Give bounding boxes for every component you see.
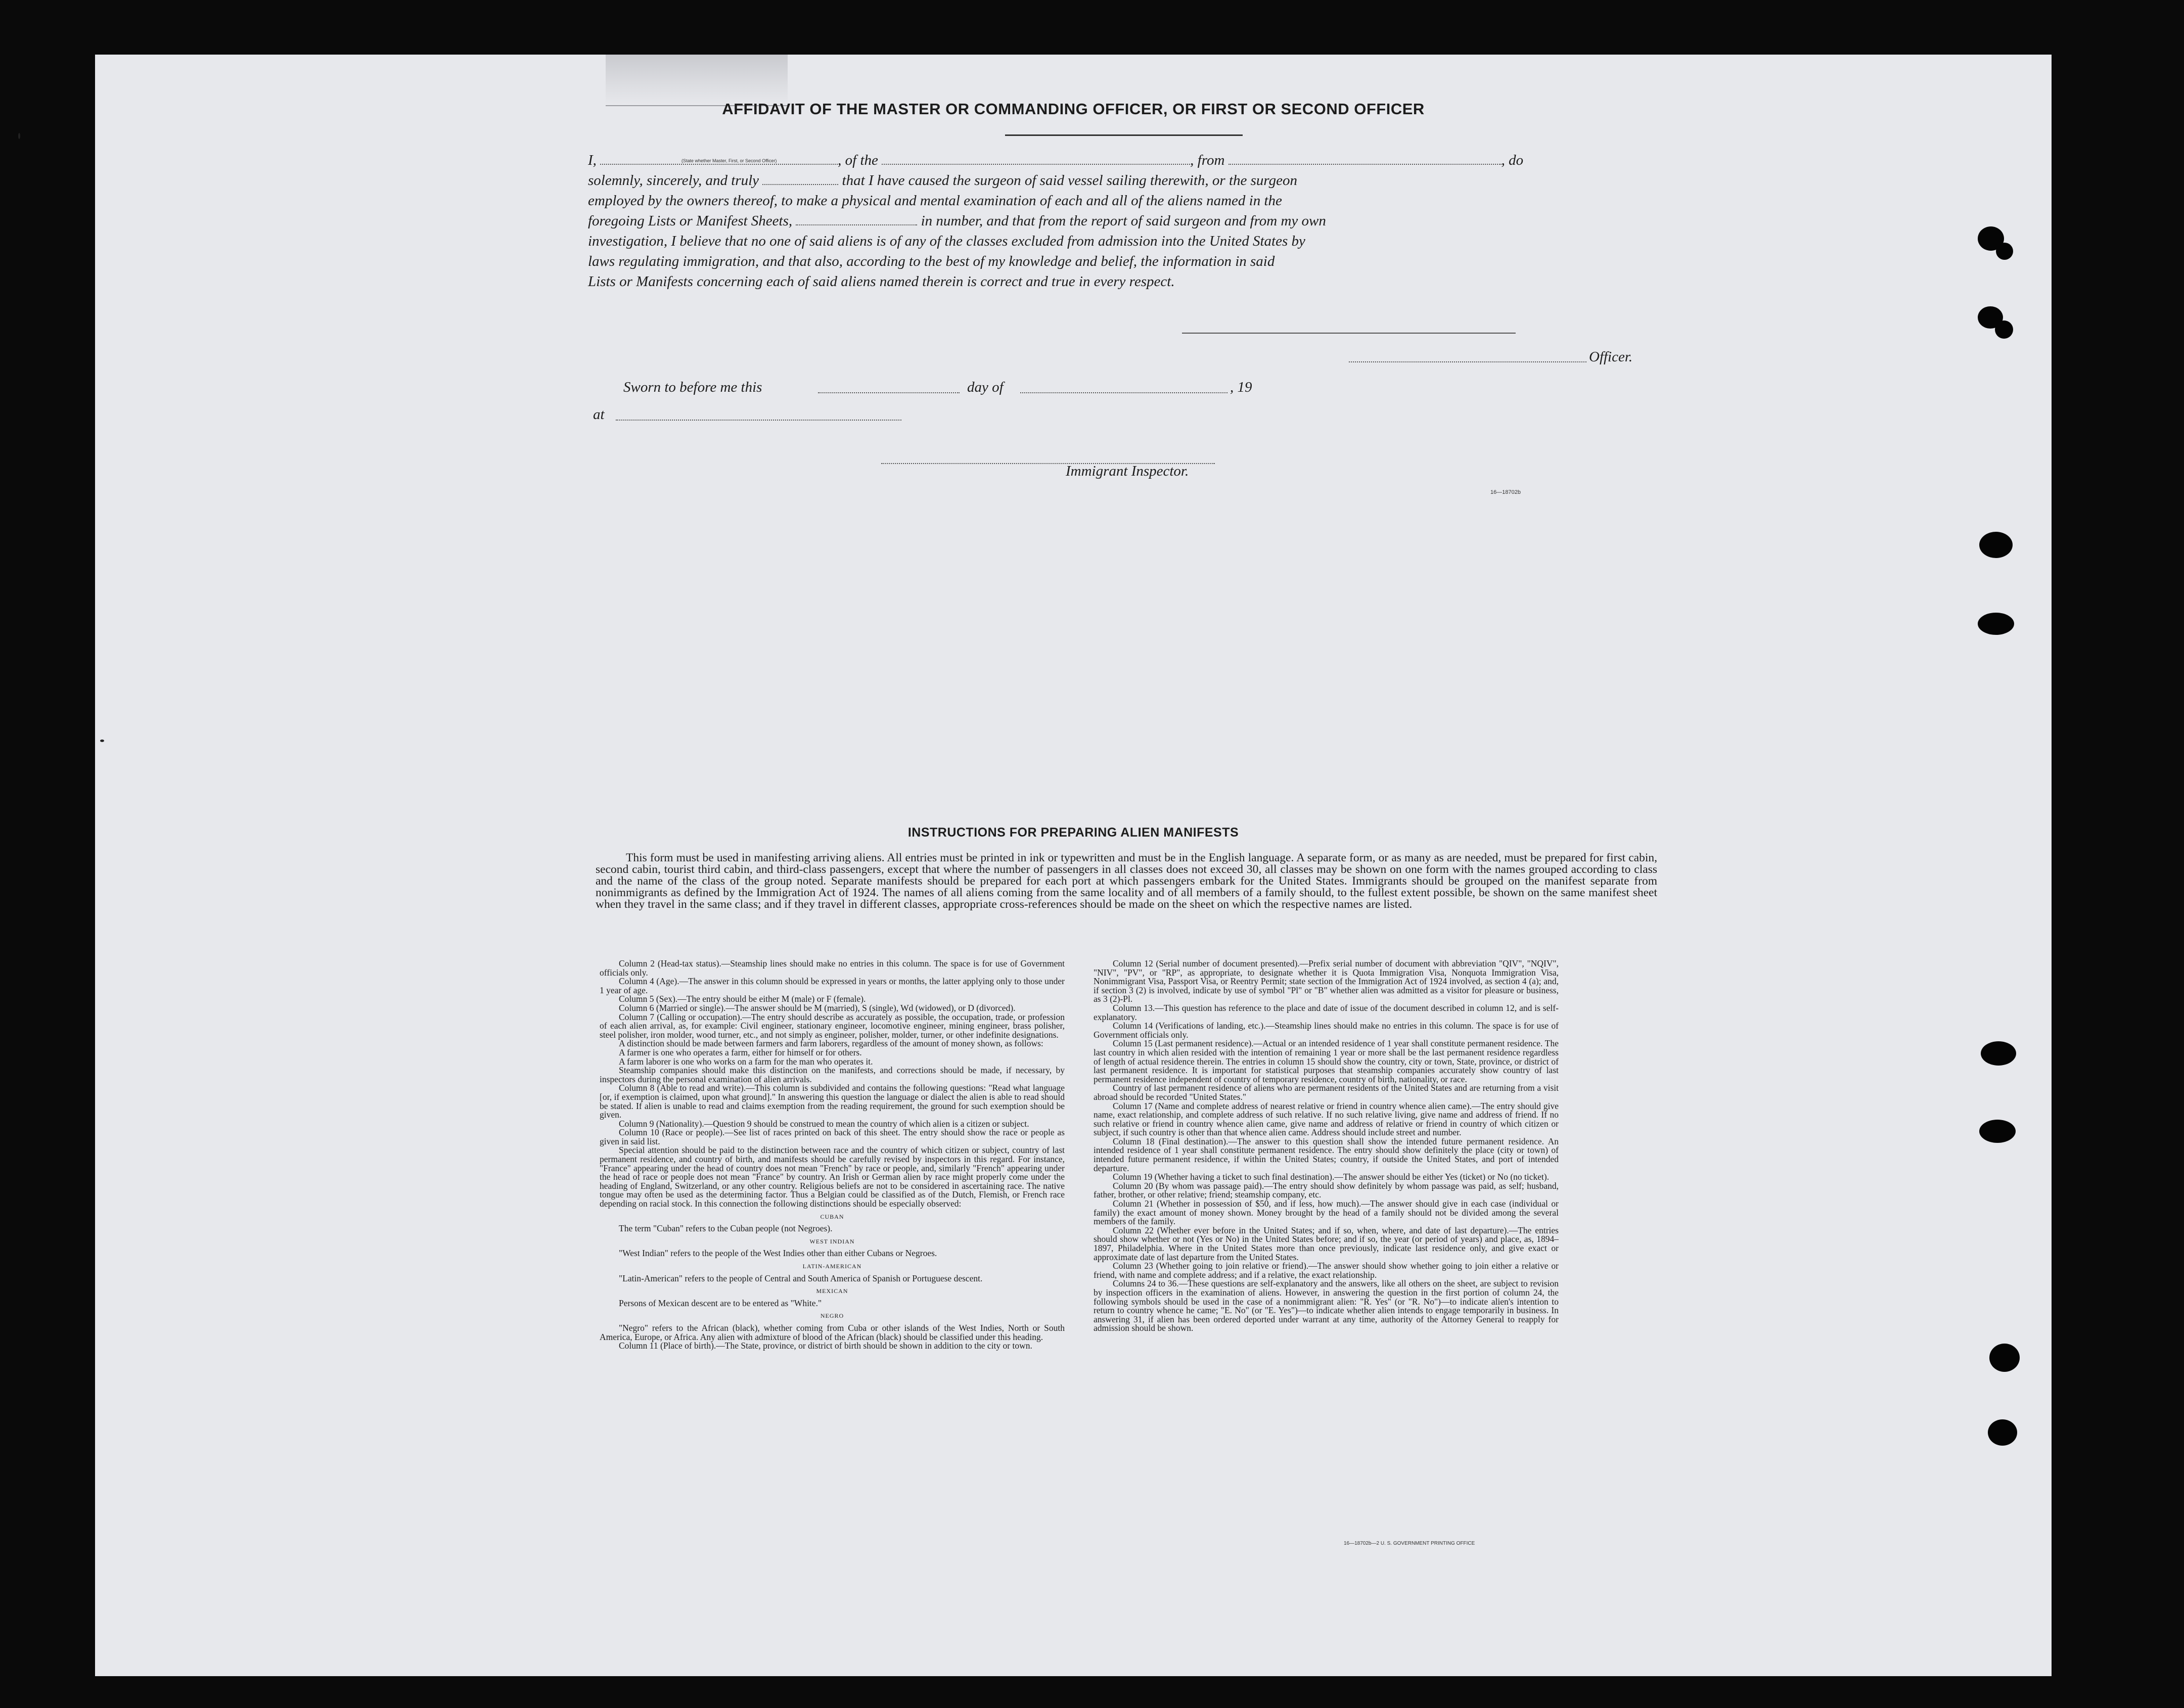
instruction-paragraph: A farmer is one who operates a farm, either for himself or for others. bbox=[619, 1047, 862, 1057]
instruction-paragraph: Column 20 (By whom was passage paid).—The entry should show definitely by whom passage was paid, as self; husband, father, brother, or other relative; friend; steamship company, etc. bbox=[1094, 1180, 1559, 1200]
year-label: , 19 bbox=[1230, 379, 1252, 395]
affidavit-line-6: laws regulating immigration, and that also, according to the best of my knowledge and belief, the information in said bbox=[588, 253, 1275, 269]
affidavit-line-4: foregoing Lists or Manifest Sheets, in number, and that from the report of said surgeon and from my own bbox=[588, 213, 1326, 229]
instruction-paragraph: Column 4 (Age).—The answer in this column should be expressed in years or months, the latter applying only to those under 1 year of age. bbox=[600, 976, 1065, 995]
instructions-left-column bbox=[600, 959, 1065, 1351]
torn-paper-edge bbox=[606, 55, 788, 106]
instruction-paragraph: The term "Cuban" refers to the Cuban people (not Negroes). bbox=[619, 1223, 833, 1234]
inspector-label: Immigrant Inspector. bbox=[1066, 463, 1189, 479]
printing-office-footer: 16—18702b—2 U. S. GOVERNMENT PRINTING OFFICE bbox=[1344, 1541, 1475, 1546]
instruction-paragraph: Column 23 (Whether going to join relative or friend).—The answer should show whether going to join either a relative or friend, with name and complete address; and if a relative, the exact relationship. bbox=[1094, 1261, 1559, 1280]
signature-line[interactable] bbox=[1182, 333, 1516, 334]
section-heading: WEST INDIAN bbox=[809, 1237, 855, 1245]
form-number: 16—18702b bbox=[1490, 489, 1521, 495]
sworn-label: Sworn to before me this bbox=[623, 379, 762, 395]
affidavit-line-5: investigation, I believe that no one of said aliens is of any of the classes excluded from admission into the United States by bbox=[588, 233, 1305, 249]
at-label: at bbox=[593, 406, 605, 423]
sworn-day-blank[interactable] bbox=[818, 392, 960, 393]
section-heading: LATIN-AMERICAN bbox=[802, 1263, 862, 1270]
instruction-paragraph: Column 12 (Serial number of document presented).—Prefix serial number of document with abbreviation "QIV", "NQIV", "NIV", "PV", or "RP", as appropriate, to designate whether it is Quota Immigration Visa, Nonquota Immigration Visa, Nonimmigrant Visa, Passport Visa, or Reentry Permit; state section of the Immigration Act of 1924 involved, as section 4 (a); and, if section 3 (2) is involved, indicate by use of symbol "Pl" or "B" whether alien was admitted as a visitor for pleasure or business, as 3 (2)-Pl. bbox=[1094, 958, 1559, 1004]
instruction-paragraph: Persons of Mexican descent are to be entered as "White." bbox=[619, 1298, 822, 1308]
oath-blank[interactable] bbox=[762, 173, 838, 185]
vessel-blank[interactable] bbox=[882, 153, 1190, 165]
instruction-paragraph: Column 22 (Whether ever before in the United States; and if so, when, where, and date of last departure).—The entries should show whether or not (Yes or No) in the United States before; and if so, the year (or period of years) and place, as, 1894–1897, Philadelphia. Where in the United States more than once previously, indicate last residence only, and give exact or approximate date of last departure from the United States. bbox=[1094, 1225, 1559, 1262]
affidavit-line-7: Lists or Manifests concerning each of said aliens named therein is correct and true in every respect. bbox=[588, 273, 1175, 290]
instruction-paragraph: Column 17 (Name and complete address of nearest relative or friend in country whence alien came).—The entry should give name, exact relationship, and complete address of such relative. If no such relative living, give name and address of friend. If no such relative or friend in country whence alien came, give name and address of relative or friend in country of which citizen or subject, if such country is other than that whence alien came. Address should include street and number. bbox=[1094, 1100, 1559, 1138]
sheets-count-blank[interactable] bbox=[796, 213, 917, 225]
at-place-blank[interactable] bbox=[616, 420, 901, 421]
section-heading: MEXICAN bbox=[816, 1287, 848, 1295]
affidavit-line-2: solemnly, sincerely, and truly that I have caused the surgeon of said vessel sailing therewith, or the surgeon bbox=[588, 172, 1298, 189]
instruction-paragraph: Columns 24 to 36.—These questions are self-explanatory and the answers, like all others on the sheet, are subject to revision by inspection officers in the examination of aliens. However, in answering the question in the first portion of column 24, the following symbols should be used in the case of a nonimmigrant alien: "R. Yes" (or "R. No")—to indicate alien's intention to return to country whence he came; "E. No" (or "E. Yes")—to indicate whether alien intends to engage temporarily in business. In answering 31, if alien has been ordered deported under warrant at any time, authority of the Attorney General to reapply for admission should be shown. bbox=[1094, 1278, 1559, 1333]
instruction-paragraph: "Negro" refers to the African (black), whether coming from Cuba or other islands of the West Indies, North or South America, Europe, or Africa. Any alien with admixture of blood of the African (black) should be classified under this heading. bbox=[600, 1322, 1065, 1342]
affidavit-line-3: employed by the owners thereof, to make a physical and mental examination of each and all of the aliens named in the bbox=[588, 193, 1282, 209]
instruction-paragraph: Column 15 (Last permanent residence).—Actual or an intended residence of 1 year shall constitute permanent residence. The last country in which alien resided with the intention of remaining 1 year or more shall be the last permanent residence regardless of length of actual residence therein. The entries in column 15 should show the country, city or town, State, province, or district of last permanent residence. It is important for statistical purposes that steamship companies accurately show country of last permanent residence independent of country of temporary residence, country of birth, nationality, or race. bbox=[1094, 1038, 1559, 1084]
instruction-paragraph: Country of last permanent residence of aliens who are permanent residents of the United States and are returning from a visit abroad should be recorded "United States." bbox=[1094, 1083, 1559, 1102]
instruction-paragraph: Column 11 (Place of birth).—The State, province, or district of birth should be shown in addition to the city or town. bbox=[619, 1341, 1032, 1351]
instruction-paragraph: A distinction should be made between farmers and farm laborers, regardless of the amount of money shown, as follows: bbox=[619, 1038, 1043, 1049]
instruction-paragraph: Column 5 (Sex).—The entry should be either M (male) or F (female). bbox=[619, 994, 866, 1004]
binder-hole bbox=[1979, 1120, 2016, 1143]
binder-hole bbox=[1978, 613, 2014, 635]
instruction-paragraph: Column 9 (Nationality).—Question 9 should be construed to mean the country of which alien is a citizen or subject. bbox=[619, 1118, 1029, 1129]
instruction-paragraph: Special attention should be paid to the distinction between race and the country of which citizen or subject, country of last permanent residence, and country of birth, and manifests should be carefully revised by inspectors in this regard. For instance, "France" appearing under the head of country does not mean "French" by race or people, and, similarly "French" appearing under the head of race or people does not mean "France" by country. An Irish or German alien by race might properly come under the heading of England, Switzerland, or any other country. Religious beliefs are not to be considered in ascertaining race. The native tongue may often be used as the determining factor. Thus a Belgian could be classified as of the Dutch, Flemish, or French race depending on racial stock. In this connection the following distinctions should be especially observed: bbox=[600, 1145, 1065, 1209]
day-of-label: day of bbox=[967, 379, 1004, 395]
manifest-page bbox=[95, 55, 2052, 1676]
affidavit-title: AFFIDAVIT OF THE MASTER OR COMMANDING OFFICER, OR FIRST OR SECOND OFFICER bbox=[722, 100, 1425, 118]
instruction-paragraph: Column 7 (Calling or occupation).—The entry should describe as accurately as possible, the occupation, trade, or profession of each alien arrival, as, for example: Civil engineer, stationary engineer, locomotive engineer, mining engineer, brass polisher, steel polisher, iron molder, wood turner, etc., and not simply as engineer, polisher, molder, turner, or other indefinite designations. bbox=[600, 1011, 1065, 1040]
instruction-paragraph: Steamship companies should make this distinction on the manifests, and corrections should be made, if necessary, by inspectors during the personal examination of alien arrivals. bbox=[600, 1065, 1065, 1084]
binder-hole bbox=[1979, 532, 2013, 558]
instruction-paragraph: A farm laborer is one who works on a farm for the man who operates it. bbox=[619, 1056, 873, 1067]
instruction-paragraph: Column 2 (Head-tax status).—Steamship lines should make no entries in this column. The space is for use of Government officials only. bbox=[600, 958, 1065, 978]
sworn-month-blank[interactable] bbox=[1020, 392, 1227, 393]
state-note: (State whether Master, First, or Second Officer) bbox=[681, 158, 777, 163]
binder-hole bbox=[1995, 320, 2013, 339]
instruction-paragraph: Column 19 (Whether having a ticket to such final destination).—The answer should be either Yes (ticket) or No (no ticket). bbox=[1113, 1172, 1550, 1182]
scan-speck bbox=[18, 133, 20, 139]
instruction-paragraph: Column 14 (Verifications of landing, etc.).—Steamship lines should make no entries in this column. The space is for use of Government officials only. bbox=[1094, 1021, 1559, 1040]
instruction-paragraph: Column 10 (Race or people).—See list of races printed on back of this sheet. The entry should show the race or people as given in said list. bbox=[600, 1127, 1065, 1146]
instruction-paragraph: "Latin-American" refers to the people of Central and South America of Spanish or Portuguese descent. bbox=[619, 1273, 983, 1283]
binder-hole bbox=[1996, 243, 2013, 260]
binder-hole bbox=[1989, 1344, 2020, 1372]
section-heading: CUBAN bbox=[820, 1213, 844, 1220]
instructions-intro: This form must be used in manifesting arriving aliens. All entries must be printed in ink or typewritten and must be in the English language. A separate form, or as many as are needed, must be prepared for first cabin, second cabin, tourist third cabin, and third-class passengers, except that where the number of passengers in all classes does not exceed 30, all classes may be shown on one form with the names grouped according to class and the name of the class of the group noted. Separate manifests should be prepared for each port at which passengers embark for the United States. Immigrants should be grouped on the manifest separate from nonimmigrants as defined by the Immigration Act of 1924. The names of all aliens coming from the same locality and of all members of a family should, to the fullest extent possible, be shown on the same manifest sheet when they travel in the same class; and if they travel in different classes, appropriate cross-references should be made on the sheet on which the respective names are listed. bbox=[596, 851, 1657, 911]
port-blank[interactable] bbox=[1228, 153, 1502, 165]
title-rule bbox=[1005, 134, 1243, 136]
instructions-title: INSTRUCTIONS FOR PREPARING ALIEN MANIFESTS bbox=[907, 825, 1239, 840]
officer-label: Officer. bbox=[1589, 349, 1633, 365]
instruction-paragraph: Column 8 (Able to read and write).—This column is subdivided and contains the following questions: "Read what language [or, if exemption is claimed, upon what ground]." In answering this question the language or dialect the alien is able to read should be stated. If alien is unable to read and claims exemption from the reading requirement, the ground for such exemption should be given. bbox=[600, 1083, 1065, 1120]
instruction-paragraph: Column 6 (Married or single).—The answer should be M (married), S (single), Wd (widowed), or D (divorced). bbox=[619, 1002, 1016, 1013]
binder-hole bbox=[1981, 1041, 2016, 1066]
instruction-paragraph: Column 21 (Whether in possession of $50, and if less, how much).—The answer should give in each case (individual or family) the exact amount of money shown. Money brought by the head of a family should not be divided among the several members of the family. bbox=[1094, 1198, 1559, 1227]
section-heading: NEGRO bbox=[820, 1312, 844, 1320]
instruction-paragraph: "West Indian" refers to the people of the West Indies other than either Cubans or Negroes. bbox=[619, 1248, 937, 1259]
instruction-paragraph: Column 13.—This question has reference to the place and date of issue of the document described in column 12, and is self-explanatory. bbox=[1094, 1002, 1559, 1022]
officer-title-blank[interactable] bbox=[1349, 361, 1586, 362]
binder-hole bbox=[1988, 1419, 2017, 1446]
instruction-paragraph: Column 18 (Final destination).—The answer to this question shall show the intended future permanent residence. An intended residence of 1 year shall constitute permanent residence. The entry should show definitely the place (city or town) of intended future permanent residence, if within the United States; country, if outside the United States, and port of intended departure. bbox=[1094, 1136, 1559, 1173]
scan-speck bbox=[100, 740, 104, 742]
affidavit-line-1: I, , of the , from , do bbox=[588, 152, 1524, 168]
instructions-right-column bbox=[1094, 959, 1559, 1333]
